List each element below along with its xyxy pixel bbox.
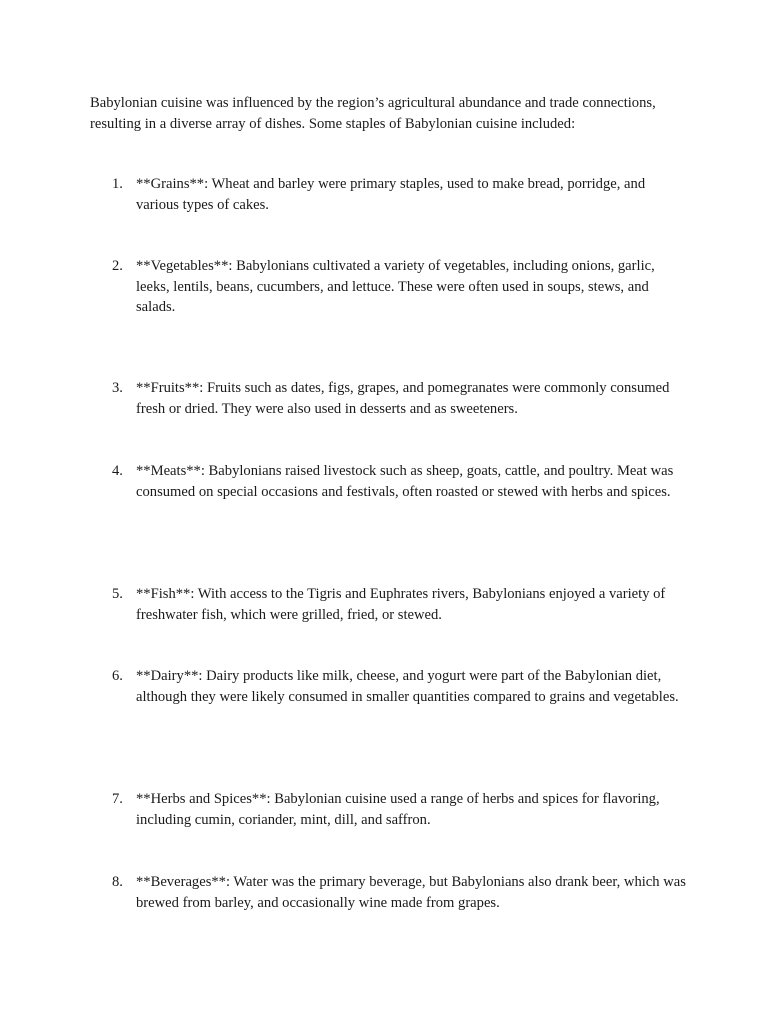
list-item-text: **Fruits**: Fruits such as dates, figs, grapes, and pomegranates were commonly consumed fresh or dried. They were also used in desserts and as sweeteners.: [136, 380, 670, 417]
list-item-text: **Fish**: With access to the Tigris and Euphrates rivers, Babylonians enjoyed a variety of freshwater fish, which were grilled, fried, or stewed.: [136, 586, 666, 623]
list-item-number: 1.: [112, 176, 123, 192]
list-item-number: 3.: [112, 380, 123, 396]
list-item: [90, 872, 690, 913]
list-item-number: 5.: [112, 586, 123, 602]
list-item-number: 4.: [112, 463, 123, 479]
list-item-number: 8.: [112, 874, 123, 890]
list-item-text: **Grains**: Wheat and barley were primary staples, used to make bread, porridge, and various types of cakes.: [136, 176, 646, 213]
list-item: [90, 256, 690, 318]
list-item: [90, 584, 690, 625]
list-item-number: 6.: [112, 668, 123, 684]
list-item-text: **Herbs and Spices**: Babylonian cuisine used a range of herbs and spices for flavoring, including cumin, coriander, mint, dill, and saffron.: [136, 791, 660, 828]
list-item: [90, 174, 690, 215]
list-item: [90, 789, 690, 830]
list-item-text: **Beverages**: Water was the primary beverage, but Babylonians also drank beer, which was brewed from barley, and occasionally wine made from grapes.: [136, 874, 686, 911]
list-item-number: 2.: [112, 258, 123, 274]
list-item: [90, 666, 690, 707]
list-item: [90, 461, 690, 502]
list-item-text: **Dairy**: Dairy products like milk, cheese, and yogurt were part of the Babylonian diet, although they were likely consumed in smaller quantities compared to grains and vegetables.: [136, 668, 679, 705]
list-item-number: 7.: [112, 791, 123, 807]
list-item-text: **Meats**: Babylonians raised livestock such as sheep, goats, cattle, and poultry. Meat was consumed on special occasions and festivals, often roasted or stewed with herbs and spices.: [136, 463, 674, 500]
list-item-text: **Vegetables**: Babylonians cultivated a variety of vegetables, including onions, garlic, leeks, lentils, beans, cucumbers, and lettuce. These were often used in soups, stews, and salads.: [136, 258, 655, 315]
list-item: [90, 378, 690, 419]
intro-paragraph: Babylonian cuisine was influenced by the region’s agricultural abundance and trade connections, resulting in a diverse array of dishes. Some staples of Babylonian cuisine included:: [90, 95, 656, 132]
